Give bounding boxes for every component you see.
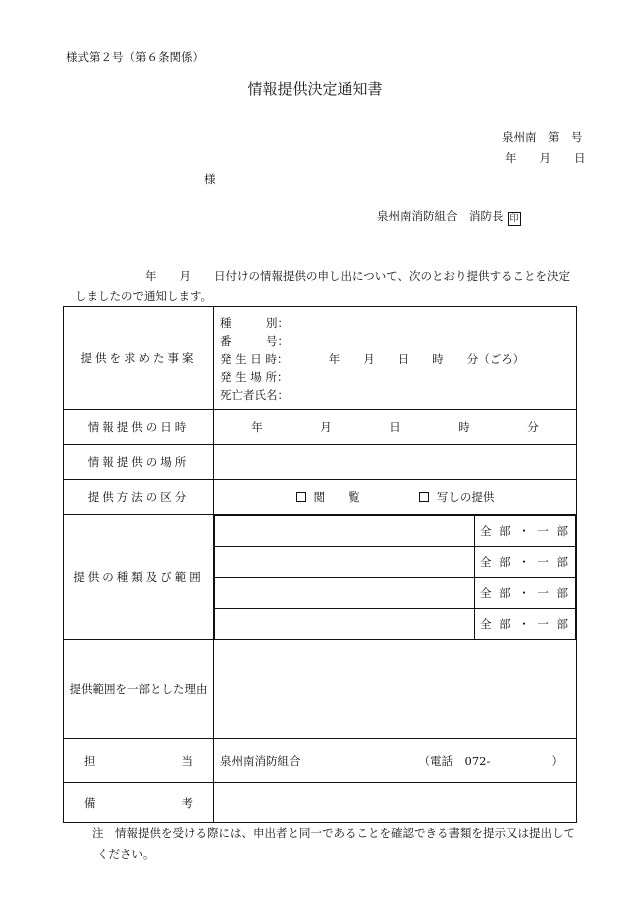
provision-scope-choice[interactable]: 全 部 ・ 一 部 (475, 516, 576, 547)
incident-field-place: 発 生 場 所： (220, 369, 289, 384)
provision-type-field[interactable] (215, 547, 475, 578)
note-line-2: ください。 (97, 847, 155, 861)
page-title: 情報提供決定通知書 (247, 80, 383, 98)
remarks-label-left: 備 (84, 795, 96, 810)
provision-place-row (64, 445, 577, 480)
incident-field-number: 番 号： (220, 333, 289, 348)
incident-field-deceased: 死亡者氏名： (220, 387, 289, 402)
viewing-option-label: 閲 覧 (313, 490, 360, 504)
provision-datetime-label: 情報提供の日時 (64, 410, 214, 445)
incident-field-datetime: 発 生 日 時： 年 月 日 時 分（ごろ） (220, 351, 525, 366)
provision-type-row (215, 609, 576, 640)
provision-type-field[interactable] (215, 578, 475, 609)
reference-number: 泉州南 第 号 (502, 130, 583, 144)
provision-types-subtable (214, 515, 576, 639)
provision-datetime-row (64, 410, 577, 445)
remarks-field[interactable] (214, 783, 577, 823)
contact-field[interactable] (214, 739, 577, 783)
provision-method-label: 提供方法の区分 (64, 480, 214, 515)
provision-scope-choice[interactable]: 全 部 ・ 一 部 (475, 578, 576, 609)
contact-organization: 泉州南消防組合 (220, 753, 301, 768)
provision-type-row (215, 578, 576, 609)
provision-place-field[interactable] (214, 445, 577, 480)
provision-types-cell (214, 515, 577, 640)
copy-checkbox[interactable] (419, 492, 429, 502)
provision-datetime-field[interactable]: 年 月 日 時 分 (214, 410, 577, 445)
incident-fields (214, 307, 577, 410)
provision-scope-choice[interactable]: 全 部 ・ 一 部 (475, 547, 576, 578)
note-line-1: 注 情報提供を受ける際には、申出者と同一であることを確認できる書類を提示又は提出して (92, 826, 575, 840)
form-number: 様式第２号（第６条関係） (66, 50, 204, 64)
copy-option-label: 写しの提供 (436, 490, 495, 504)
intro-line-1: 年 月 日付けの情報提供の申し出について、次のとおり提供することを決定 (145, 269, 571, 283)
sender-name: 泉州南消防組合 消防長 (377, 209, 504, 223)
remarks-label (64, 783, 214, 823)
provision-type-row (215, 547, 576, 578)
partial-reason-label: 提供範囲を一部とした理由 (64, 640, 214, 739)
viewing-checkbox[interactable] (296, 492, 306, 502)
provision-type-field[interactable] (215, 516, 475, 547)
seal-mark: 印 (509, 214, 519, 224)
remarks-label-right: 考 (181, 795, 193, 810)
issue-date: 年 月 日 (505, 151, 586, 165)
incident-field-type: 種 別： (220, 315, 289, 330)
provision-type-field[interactable] (215, 609, 475, 640)
recipient-suffix: 様 (204, 172, 216, 186)
provision-place-label: 情報提供の場所 (64, 445, 214, 480)
form-table (63, 306, 577, 823)
contact-label-right: 当 (181, 753, 193, 768)
contact-row (64, 739, 577, 783)
partial-reason-field[interactable] (214, 640, 577, 739)
provision-type-row (215, 516, 576, 547)
partial-reason-row (64, 640, 577, 739)
contact-phone-label: （電話 072- (418, 753, 491, 768)
contact-label (64, 739, 214, 783)
provision-types-row (64, 515, 577, 640)
incident-row (64, 307, 577, 410)
remarks-row (64, 783, 577, 823)
contact-phone-close: ） (551, 753, 563, 768)
provision-method-options (214, 480, 577, 515)
intro-line-2: しましたので通知します。 (75, 289, 213, 303)
provision-method-row (64, 480, 577, 515)
provision-scope-choice[interactable]: 全 部 ・ 一 部 (475, 609, 576, 640)
incident-label: 提供を求めた事案 (64, 307, 214, 410)
contact-label-left: 担 (84, 753, 96, 768)
sender (377, 208, 521, 226)
provision-types-label: 提供の種類及び範囲 (64, 515, 214, 640)
